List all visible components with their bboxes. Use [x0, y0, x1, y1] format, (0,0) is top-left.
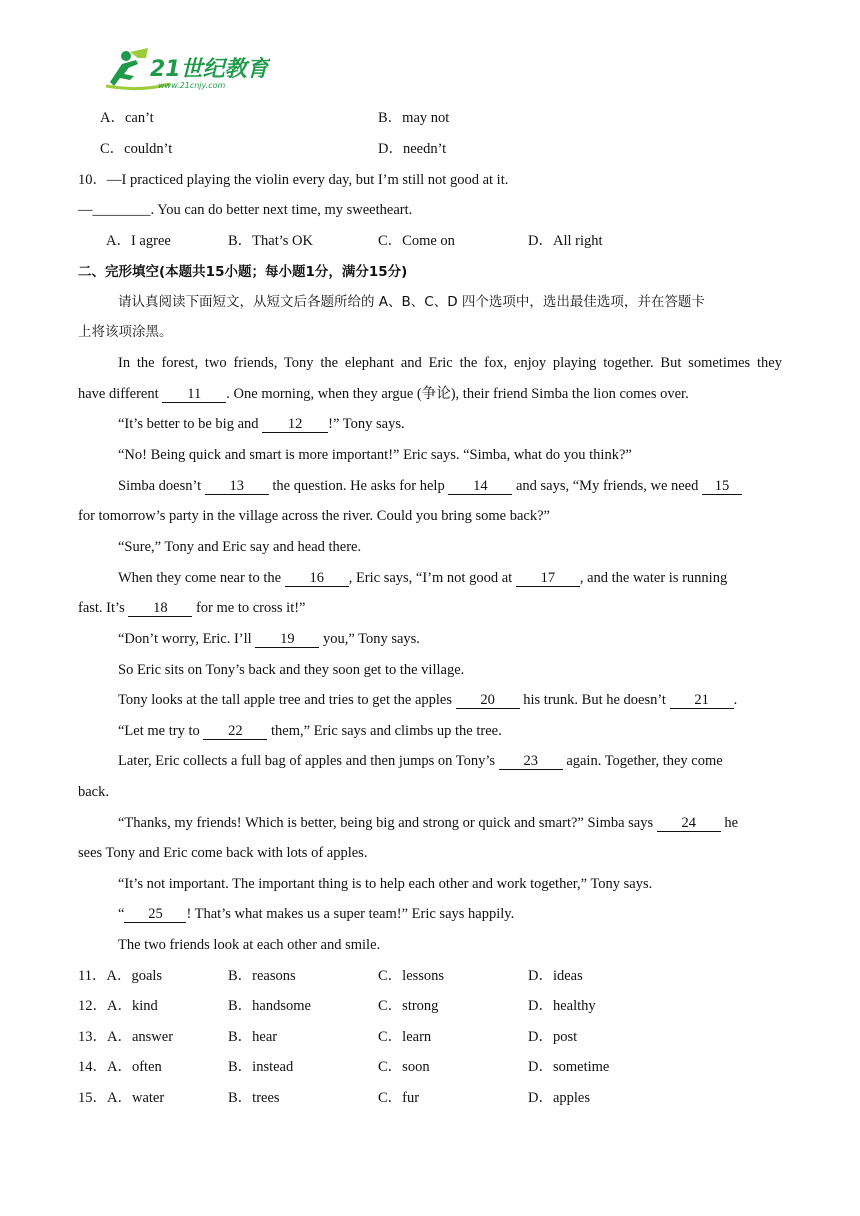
q9-option-a: A．can’t	[100, 110, 154, 126]
choice-option: B．reasons	[228, 968, 296, 984]
blank-20: 20	[456, 692, 520, 709]
q9-option-b: B．may not	[378, 110, 450, 126]
passage-line: have different 11 . One morning, when they argue (争论), their friend Simba the lion comes over.	[78, 386, 689, 402]
q9-option-c: C．couldn’t	[100, 141, 173, 157]
blank-12: 12	[262, 416, 328, 433]
passage-line: Later, Eric collects a full bag of apples and then jumps on Tony’s 23 again. Together, they come	[118, 753, 723, 769]
svg-text:21世纪教育: 21世纪教育	[150, 57, 269, 82]
choice-option: B．trees	[228, 1090, 280, 1106]
passage-line: for tomorrow’s party in the village across the river. Could you bring some back?”	[78, 508, 550, 524]
blank-25: 25	[124, 906, 186, 923]
section-heading: 二、完形填空(本题共15小题；每小题1分，满分15分)	[78, 264, 408, 280]
choice-option: D．post	[528, 1029, 578, 1045]
passage-line: “Let me try to 22 them,” Eric says and climbs up the tree.	[118, 723, 502, 739]
choice-option: D．healthy	[528, 998, 596, 1014]
choice-number: 11．A．goals	[78, 968, 163, 984]
blank-17: 17	[516, 570, 580, 587]
choice-option: C．fur	[378, 1090, 420, 1106]
blank-16: 16	[285, 570, 349, 587]
q10-option-a: A．I agree	[106, 233, 171, 249]
choice-option: B．instead	[228, 1059, 294, 1075]
passage-line: sees Tony and Eric come back with lots of apples.	[78, 845, 368, 861]
blank-24: 24	[657, 815, 721, 832]
passage-line: In the forest, two friends, Tony the elephant and Eric the fox, enjoy playing together. But sometimes they	[118, 355, 782, 371]
q10-reply: —________. You can do better next time, my sweetheart.	[78, 202, 413, 218]
choice-option: C．strong	[378, 998, 439, 1014]
q9-option-d: D．needn’t	[378, 141, 447, 157]
choice-option: B．handsome	[228, 998, 311, 1014]
passage-line: “Thanks, my friends! Which is better, being big and strong or quick and smart?” Simba says 24 he	[118, 815, 739, 831]
blank-14: 14	[448, 478, 512, 495]
passage-line: The two friends look at each other and smile.	[118, 937, 381, 953]
passage-line: Tony looks at the tall apple tree and tries to get the apples 20 his trunk. But he doesn’t 21 .	[118, 692, 738, 708]
choice-option: C．soon	[378, 1059, 430, 1075]
blank-23: 23	[499, 753, 563, 770]
choice-option: C．learn	[378, 1029, 432, 1045]
q10-option-b: B．That’s OK	[228, 233, 313, 249]
passage-line: “It’s not important. The important thing is to help each other and work together,” Tony says.	[118, 876, 653, 892]
choice-number: 12．A．kind	[78, 998, 158, 1014]
choice-option: D．ideas	[528, 968, 583, 984]
choice-option: D．apples	[528, 1090, 591, 1106]
choice-option: B．hear	[228, 1029, 278, 1045]
blank-22: 22	[203, 723, 267, 740]
choice-number: 15．A．water	[78, 1090, 165, 1106]
blank-21: 21	[670, 692, 734, 709]
section-instruction-line1: 请认真阅读下面短文，从短文后各题所给的 A、B、C、D 四个选项中，选出最佳选项，并在答题卡	[118, 294, 705, 310]
passage-line: back.	[78, 784, 109, 800]
brand-logo	[100, 46, 270, 92]
blank-19: 19	[255, 631, 319, 648]
passage-line: “Sure,” Tony and Eric say and head there.	[118, 539, 362, 555]
choice-number: 13．A．answer	[78, 1029, 174, 1045]
q10-stem: 10．—I practiced playing the violin every day, but I’m still not good at it.	[78, 172, 509, 188]
q10-option-c: C．Come on	[378, 233, 455, 249]
blank-15: 15	[702, 478, 742, 495]
svg-text:www.21cnjy.com: www.21cnjy.com	[158, 81, 226, 90]
blank-18: 18	[128, 600, 192, 617]
blank-11: 11	[162, 386, 226, 403]
choice-option: D．sometime	[528, 1059, 610, 1075]
choice-number: 14．A．often	[78, 1059, 162, 1075]
runner-logo-icon	[100, 46, 270, 92]
passage-line: So Eric sits on Tony’s back and they soon get to the village.	[118, 662, 465, 678]
section-instruction-line2: 上将该项涂黑。	[78, 324, 173, 340]
passage-line: Simba doesn’t 13 the question. He asks for help 14 and says, “My friends, we need 15	[118, 476, 742, 496]
passage-line: “ 25 ! That’s what makes us a super team!” Eric says happily.	[118, 906, 515, 922]
passage-line: fast. It’s 18 for me to cross it!”	[78, 600, 306, 616]
passage-line: “No! Being quick and smart is more important!” Eric says. “Simba, what do you think?”	[118, 447, 632, 463]
blank-13: 13	[205, 478, 269, 495]
q10-option-d: D．All right	[528, 233, 603, 249]
passage-line: When they come near to the 16 , Eric says, “I’m not good at 17 , and the water is running	[118, 570, 728, 586]
passage-line: “Don’t worry, Eric. I’ll 19 you,” Tony says.	[118, 631, 420, 647]
passage-line: “It’s better to be big and 12 !” Tony says.	[118, 416, 405, 432]
choice-option: C．lessons	[378, 968, 445, 984]
